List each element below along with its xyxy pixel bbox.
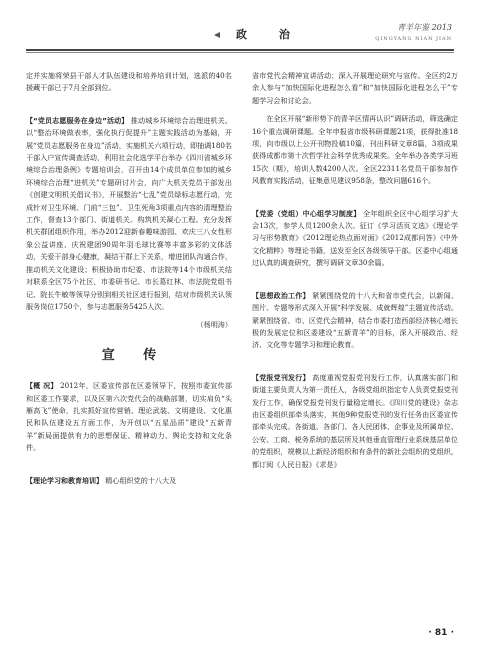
right-column [252,70,458,477]
page-header [26,12,454,62]
volunteer-heading: 【“党员志愿服务在身边”活动】 [26,116,129,125]
left-column [26,70,232,493]
distribution-heading: 【党报党刊发行】 [252,373,310,382]
page-number: · 81 · [428,628,454,638]
theory-paragraph [26,475,232,487]
theory-heading: 【理论学习和教育培训】 [26,476,103,485]
ideology-paragraph [252,290,458,352]
theory-text: 精心组织党的十八大及 [105,475,177,485]
right-paragraph-1: 省市党代会精神宣讲活动；深入开展理论研究与宣传。全区约2万余人参与“加快国际化进程怎么看”和“加快国际化进程怎么干”专题学习会和讨论会。 [252,71,458,105]
yearbook-subtitle: QINGYANG NIAN JIAN [375,36,452,42]
overview-heading: 【概 况】 [26,382,58,391]
distribution-text: 高度重视党报党刊发行工作，认真落实部门和街道主要负责人为第一责任人，各级党组织指定专人负责党报党刊发行工作，确保党报党刊发行量稳定增长。《四川党的建设》杂志由区委组织部牵头落实，其他9种党报党刊的发行任务由区委宣传部牵头完成。各街道、各部门、各人民团体、企事业及所属单位、公安、工商、税务系统的基层所及其他垂直管理行业系统基层单位的党组织，规模以上新经济组织和有条件的新社会组织的党组织，都订阅《人民日报》《求是》 [252,372,459,469]
header-title: 政 治 [236,28,304,41]
overview-text: 2012年，区委宣传部在区委领导下，按照市委宣传部和区委工作要求，以及区第六次党代会的战略部署，切实肩负“头雁高飞”使命，扎实抓好宣传营销、理论武装、文明建设、文化惠民和队伍建设五方面工作，为开创以“五星品质”建设“五新青羊”新局面提供有力的思想保证、精神动力、舆论支持和文化条件。 [26,381,233,453]
section-title: 宣 传 [101,347,169,363]
ideology-heading: 【思想政治工作】 [252,291,310,300]
study-system-paragraph [252,208,458,270]
volunteer-text: 推动城乡环境综合治理进机关。以“整治环境做表率，强化执行促提升”主题实践活动为基础，开展“党员志愿服务在身边”活动，实施机关六项行动，即抽调180名干部入户宣传调查活动，利用社会化选学平台举办《四川省城乡环境综合治理条例》专题培训会，召开由14个成员单位参加的城乡环境综合治理“进机关”专题研讨片会，向广大机关党员干部发出《创建文明机关倡议书》，开展整治“七乱”党员绿标志愿行动，完成针对卫生环境、门前“三包”、卫生死角3项重点内容的清理整治工作，督查13个部门、街道机关。构筑机关凝心工程。充分发挥机关群团组织作用，举办2012迎新春趣味游园、欢庆三八女性形象公益讲座、庆祝建团90周年羽毛球比赛等丰富多彩的文体活动，关爱干部身心健康，凝结干群上下关系，增进团队沟通合作，推动机关文化建设；积极协助市纪委、市法院等14个市级机关结对联系全区75个社区，市委研书记、市长葛红林、市法院党组书记、院长牛敏等领导分别到相关社区进行报到，结对市级机关认领服务岗位1750个，参与志愿服务5425人次。 [26,115,232,311]
author-credit: （杨明涛） [196,320,232,330]
study-system-text: 全年组织全区中心组学习扩大会13次，参学人员1200余人次。征订《学习活页文选》《理论学习与形势教育》《2012理论热点面对面》《2012成都问答》《中外文化精粹》等理论书籍，送发至全区各级领导干部。区委中心组通过认真的调查研究，撰写调研文章30余篇。 [252,208,459,268]
volunteer-paragraph [26,115,232,314]
triangle-marker-icon [214,32,220,38]
distribution-paragraph [252,372,458,471]
ideology-text: 紧紧围绕党的十八大和省市党代会，以新闻、图片、专题等形式深入开展“科学发展、成就辉煌”主题宣传活动。紧紧围绕省、市、区党代会精神，结合市委打造西部经济核心增长极的发展定位和区委建设“五新青羊”的目标，深入开展政治、经济、文化等专题学习和理论教育。 [252,290,459,350]
right-paragraph-2: 在全区开展“新形势下的青羊区情再认识”调研活动，筛选确定16个重点调研课题。全年申报省市级科研课题21项，获得批准18项，向市级以上公开刊物投稿10篇，刊出科研文章8篇，3项成果获得成都市第十次哲学社会科学优秀成果奖。全年举办各类学习班15次（期），培训人数4200人次。全区22311名党员干部参加作风教育实践活动，征集意见建议958条，整改问题616个。 [252,114,458,186]
study-system-heading: 【党委（党组）中心组学习制度】 [252,209,361,218]
intro-paragraph: 定并实施将荣县干部人才队伍建设和培养培训计划，选派的40名援藏干部已于7月全部到位。 [26,71,232,93]
header-rule [26,49,454,51]
header-rule-thin [26,52,454,53]
yearbook-logo: 青羊年鉴 2013 [397,23,452,32]
overview-paragraph [26,380,232,454]
